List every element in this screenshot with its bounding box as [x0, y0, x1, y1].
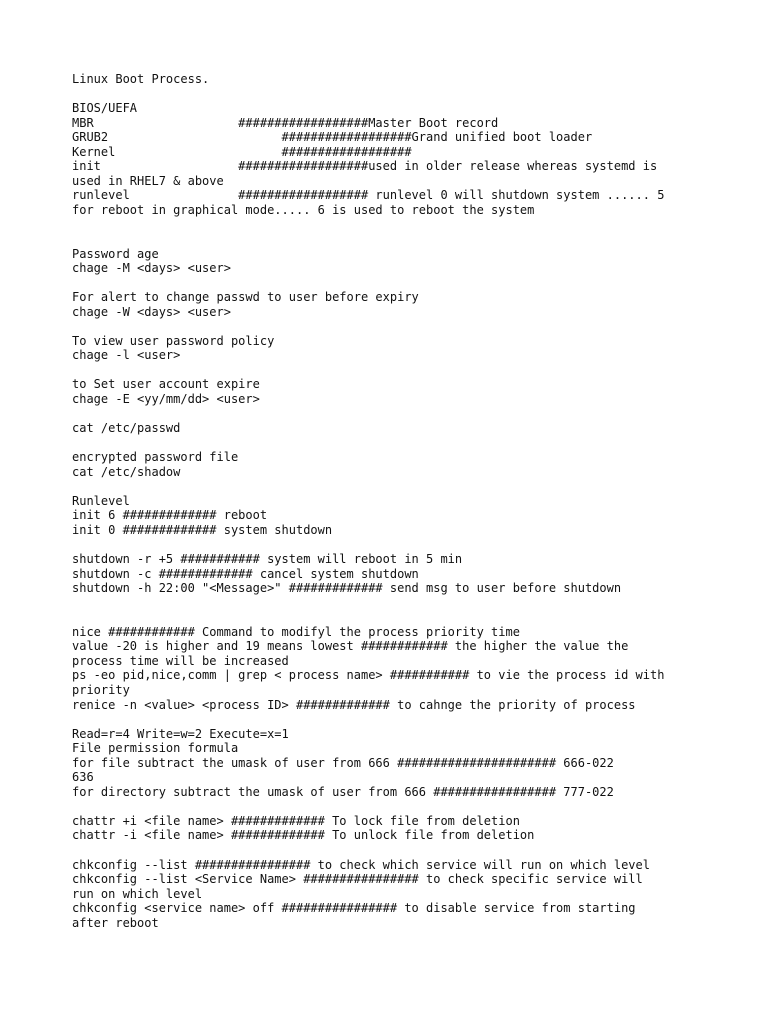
text-line: priority	[72, 682, 130, 697]
text-line: used in RHEL7 & above	[72, 173, 224, 188]
text-line: chage -M <days> <user>	[72, 261, 231, 276]
text-line: shutdown -r +5 ########### system will reboot in 5 min	[72, 552, 463, 567]
text-line: ps -eo pid,nice,comm | grep < process name> ########### to vie the process id with	[72, 668, 665, 683]
text-line: BIOS/UEFA	[72, 101, 138, 116]
text-line: shutdown -h 22:00 "<Message>" ############# send msg to user before shutdown	[72, 581, 622, 596]
text-line: process time will be increased	[72, 653, 289, 668]
text-line: for directory subtract the umask of user from 666 ################# 777-022	[72, 784, 614, 799]
text-line: chkconfig <service name> off ################ to disable service from starting	[72, 901, 636, 916]
text-line: init 6 ############# reboot	[72, 508, 268, 523]
text-line: runlevel ################## runlevel 0 will shutdown system ...... 5	[72, 188, 665, 203]
text-line: init ##################used in older release whereas systemd is	[72, 159, 658, 174]
text-line: MBR ##################Master Boot record	[72, 115, 499, 130]
blank-line	[72, 596, 712, 611]
text-line: value -20 is higher and 19 means lowest ############ the higher the value the	[72, 639, 629, 654]
text-line: Read=r=4 Write=w=2 Execute=x=1	[72, 726, 289, 741]
text-line: File permission formula	[72, 741, 239, 756]
blank-line	[72, 479, 712, 494]
text-line: cat /etc/passwd	[72, 421, 181, 436]
text-line: for reboot in graphical mode..... 6 is used to reboot the system	[72, 202, 535, 217]
blank-line	[72, 276, 712, 291]
text-line: to Set user account expire	[72, 377, 260, 392]
text-line: after reboot	[72, 915, 159, 930]
text-line: Runlevel	[72, 493, 130, 508]
blank-line	[72, 232, 712, 247]
text-line: 636	[72, 770, 94, 785]
blank-line	[72, 319, 712, 334]
text-line: chage -E <yy/mm/dd> <user>	[72, 392, 260, 407]
blank-line	[72, 436, 712, 451]
blank-line	[72, 610, 712, 625]
text-line: cat /etc/shadow	[72, 464, 181, 479]
text-line: GRUB2 ##################Grand unified boot loader	[72, 130, 593, 145]
document-body	[72, 72, 712, 930]
blank-line	[72, 799, 712, 814]
text-line: Linux Boot Process.	[72, 72, 210, 86]
blank-line	[72, 407, 712, 422]
text-line: encrypted password file	[72, 450, 239, 465]
text-line: init 0 ############# system shutdown	[72, 522, 333, 537]
blank-line	[72, 363, 712, 378]
text-line: chage -W <days> <user>	[72, 304, 231, 319]
blank-line	[72, 843, 712, 858]
blank-line	[72, 538, 712, 553]
text-line: chattr -i <file name> ############# To unlock file from deletion	[72, 828, 535, 843]
text-line: chattr +i <file name> ############# To lock file from deletion	[72, 813, 520, 828]
text-line: shutdown -c ############# cancel system shutdown	[72, 566, 419, 581]
text-line: To view user password policy	[72, 333, 275, 348]
text-line: for file subtract the umask of user from 666 ###################### 666-022	[72, 755, 614, 770]
text-line: chage -l <user>	[72, 348, 181, 363]
text-line: run on which level	[72, 886, 203, 901]
text-line: For alert to change passwd to user before expiry	[72, 290, 419, 305]
text-line: chkconfig --list <Service Name> ################ to check specific service will	[72, 872, 643, 887]
text-line: chkconfig --list ################ to check which service will run on which level	[72, 857, 650, 872]
text-line: nice ############ Command to modifyl the process priority time	[72, 624, 520, 639]
blank-line	[72, 87, 712, 102]
blank-line	[72, 217, 712, 232]
blank-line	[72, 712, 712, 727]
text-line: Password age	[72, 246, 159, 261]
text-line: renice -n <value> <process ID> ############# to cahnge the priority of process	[72, 697, 636, 712]
text-line: Kernel ##################	[72, 144, 412, 159]
